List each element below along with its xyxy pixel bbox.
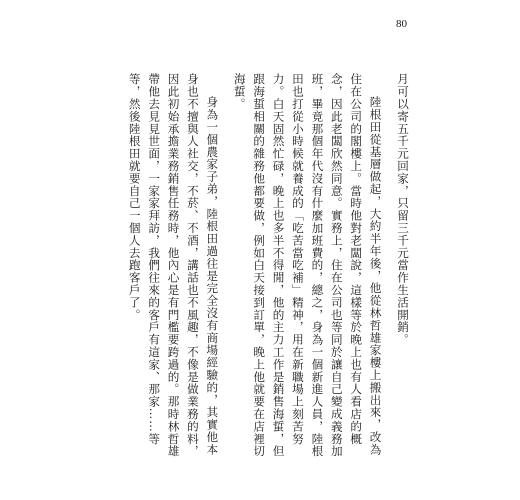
paragraph-1: 月可以寄五千元回家，只留三千元當作生活開銷。 — [396, 73, 410, 346]
paragraph-2: 陸根田從基層做起，大約半年後，他從林哲雄家樓上搬出來，改為住在公司的閣樓上。當時他對老闆說，這樣等於晚上也有人看店的概念，因此老闆欣然同意。實務上，住在公司也等同於讓自己變成義務加班，畢竟那個年代沒有什麼加班費的，總之，身為一個新進人員，陸根田也打從小時候就養成的「吃苦當吃補」精神，用在新職場上刻苦努力。白天固然忙碌，晚上也多半不得閒，他的主力工作是銷售海蜇，但跟海蜇相關的雜務他都要做，例如白天接到訂單，晚上他就要在店裡切海蜇。 — [232, 73, 383, 458]
paragraph-3: 身為一個農家子弟，陸根田過往是完全沒有商場經驗的，其實他本身也不擅與人社交，不菸、不酒，講話也不風趣，不像是做業務的料，因此初始承擔業務銷售任務時，他內心是有門檻要跨過的。那時林哲雄帶他去見見世面，一家家拜訪，我們往來的客戶有這家、那家……等等，然後陸根田就要自己一個人去跑客戶了。 — [127, 73, 220, 458]
body-text — [120, 73, 412, 465]
page-number: 80 — [396, 18, 407, 30]
